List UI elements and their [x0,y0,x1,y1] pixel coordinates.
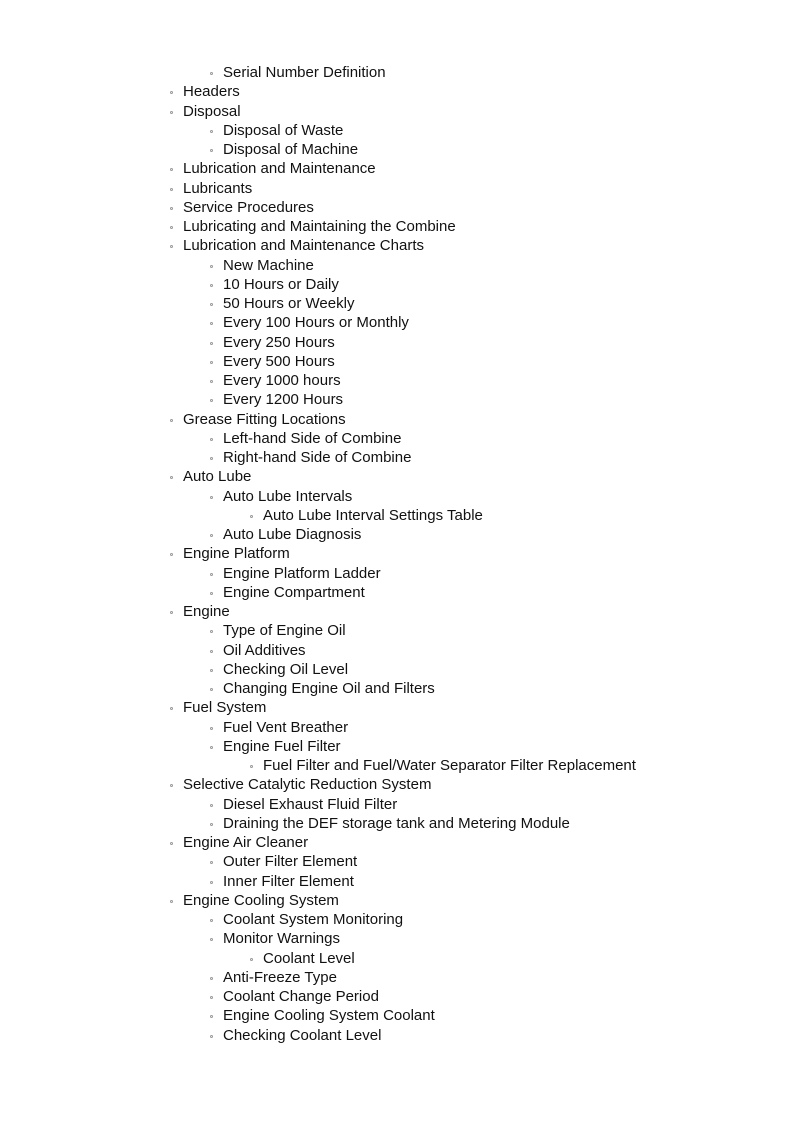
bullet-icon [210,804,213,807]
toc-item-label[interactable]: Engine Cooling System Coolant [223,1007,435,1025]
toc-item-label[interactable]: Engine Air Cleaner [183,834,309,851]
table-of-contents [0,63,794,1045]
toc-item-label[interactable]: Every 500 Hours [223,352,335,370]
toc-item[interactable] [0,506,794,525]
toc-item[interactable] [0,775,794,794]
bullet-icon [210,361,213,364]
bullet-icon [170,476,173,479]
toc-item[interactable] [0,236,794,255]
bullet-icon [210,823,213,826]
toc-item-label[interactable]: Headers [183,83,240,101]
bullet-icon [170,419,173,422]
bullet-icon [210,938,213,941]
bullet-icon [210,630,213,633]
bullet-icon [210,303,213,306]
toc-item[interactable] [0,737,794,756]
toc-item-label[interactable]: Auto Lube Diagnosis [223,526,362,543]
toc-item[interactable] [0,294,794,313]
bullet-icon [170,611,173,614]
toc-item-label[interactable]: Coolant Level [263,949,355,967]
toc-item-label[interactable]: Fuel Filter and Fuel/Water Separator Filter Replacement [263,757,636,774]
bullet-icon [210,130,213,133]
bullet-icon [170,842,173,845]
toc-item[interactable] [0,1006,794,1025]
bullet-icon [210,72,213,75]
toc-item[interactable] [0,390,794,409]
toc-item-label[interactable]: Selective Catalytic Reduction System [183,776,432,794]
toc-item[interactable] [0,929,794,948]
toc-item-label[interactable]: Engine Cooling System [183,891,339,909]
toc-item[interactable] [0,968,794,987]
toc-item-label[interactable]: Right-hand Side of Combine [223,449,412,466]
bullet-icon [210,573,213,576]
bullet-icon [170,111,173,114]
toc-item[interactable] [0,217,794,236]
toc-item[interactable] [0,159,794,178]
toc-item[interactable] [0,987,794,1006]
toc-item-label[interactable]: Coolant Change Period [223,988,379,1005]
bullet-icon [210,380,213,383]
toc-item[interactable] [0,121,794,140]
toc-item-label[interactable]: Fuel System [183,699,267,717]
bullet-icon [210,342,213,345]
toc-item[interactable] [0,467,794,486]
bullet-icon [210,457,213,460]
bullet-icon [170,226,173,229]
toc-item[interactable] [0,487,794,506]
toc-item[interactable] [0,140,794,159]
bullet-icon [170,245,173,248]
bullet-icon [170,784,173,787]
toc-item[interactable] [0,949,794,968]
bullet-icon [210,534,213,537]
toc-item-label[interactable]: New Machine [223,256,314,274]
toc-item-label[interactable]: Disposal of Waste [223,121,344,139]
toc-item-label[interactable]: Disposal of Machine [223,141,359,158]
toc-item[interactable] [0,583,794,602]
toc-item[interactable] [0,352,794,371]
toc-item[interactable] [0,718,794,737]
bullet-icon [170,91,173,94]
toc-item-label[interactable]: Fuel Vent Breather [223,718,349,736]
toc-item-label[interactable]: Oil Additives [223,641,306,659]
toc-item-label[interactable]: Monitor Warnings [223,930,340,948]
toc-item[interactable] [0,814,794,833]
toc-item[interactable] [0,371,794,390]
toc-item-label[interactable]: Lubricants [183,179,253,197]
bullet-icon [170,707,173,710]
toc-item-label[interactable]: Grease Fitting Locations [183,410,346,428]
toc-item-label[interactable]: Every 1200 Hours [223,391,344,409]
toc-item-label[interactable]: Outer Filter Element [223,853,358,871]
bullet-icon [210,996,213,999]
bullet-icon [250,515,253,518]
toc-item-label[interactable]: Every 1000 hours [223,372,341,389]
toc-item-label[interactable]: Checking Oil Level [223,660,349,678]
toc-item[interactable] [0,333,794,352]
toc-item[interactable] [0,756,794,775]
toc-item-label[interactable]: Lubrication and Maintenance Charts [183,237,424,255]
toc-item[interactable] [0,429,794,448]
toc-item-label[interactable]: Draining the DEF storage tank and Metering Module [223,814,570,832]
toc-item-label[interactable]: Lubricating and Maintaining the Combine [183,218,456,235]
toc-item[interactable] [0,198,794,217]
toc-item-label[interactable]: Changing Engine Oil and Filters [223,680,435,697]
toc-item[interactable] [0,833,794,852]
toc-item-label[interactable]: Type of Engine Oil [223,622,346,640]
bullet-icon [210,438,213,441]
toc-item[interactable] [0,1026,794,1045]
toc-item-label[interactable]: Engine Platform [183,545,290,563]
toc-item[interactable] [0,872,794,891]
toc-item-label[interactable]: Engine Fuel Filter [223,737,341,755]
bullet-icon [210,322,213,325]
toc-item[interactable] [0,410,794,429]
bullet-icon [210,650,213,653]
toc-item[interactable] [0,63,794,82]
toc-item-label[interactable]: Engine [183,603,230,620]
bullet-icon [170,553,173,556]
toc-item-label[interactable]: Diesel Exhaust Fluid Filter [223,795,398,813]
bullet-icon [210,746,213,749]
bullet-icon [210,727,213,730]
toc-item-label[interactable]: 10 Hours or Daily [223,275,339,293]
toc-item-label[interactable]: Anti-Freeze Type [223,968,337,986]
toc-item[interactable] [0,525,794,544]
toc-item-label[interactable]: Left-hand Side of Combine [223,429,402,447]
toc-item[interactable] [0,795,794,814]
bullet-icon [170,900,173,903]
toc-item-label[interactable]: Inner Filter Element [223,872,354,890]
toc-item[interactable] [0,641,794,660]
toc-item[interactable] [0,313,794,332]
toc-item[interactable] [0,275,794,294]
toc-item-label[interactable]: Every 250 Hours [223,333,335,351]
toc-item-label[interactable]: Disposal [183,102,241,120]
toc-item[interactable] [0,256,794,275]
toc-item-label[interactable]: Service Procedures [183,198,314,216]
toc-item-label[interactable]: Auto Lube [183,468,252,486]
toc-item[interactable] [0,82,794,101]
bullet-icon [210,1035,213,1038]
toc-item-label[interactable]: 50 Hours or Weekly [223,295,355,312]
toc-item[interactable] [0,679,794,698]
toc-item-label[interactable]: Coolant System Monitoring [223,911,404,928]
toc-item[interactable] [0,891,794,910]
bullet-icon [210,919,213,922]
bullet-icon [210,1015,213,1018]
bullet-icon [210,265,213,268]
toc-item-label[interactable]: Auto Lube Intervals [223,487,353,505]
toc-item[interactable] [0,698,794,717]
toc-item[interactable] [0,602,794,621]
bullet-icon [170,188,173,191]
bullet-icon [210,977,213,980]
bullet-icon [210,399,213,402]
bullet-icon [210,592,213,595]
bullet-icon [210,496,213,499]
toc-item-label[interactable]: Engine Compartment [223,583,365,601]
bullet-icon [250,958,253,961]
toc-item-label[interactable]: Checking Coolant Level [223,1026,382,1044]
toc-item[interactable] [0,852,794,871]
bullet-icon [210,881,213,884]
bullet-icon [210,149,213,152]
toc-item[interactable] [0,544,794,563]
toc-item[interactable] [0,621,794,640]
bullet-icon [170,168,173,171]
toc-item[interactable] [0,448,794,467]
toc-item-label[interactable]: Engine Platform Ladder [223,564,381,582]
toc-item-label[interactable]: Auto Lube Interval Settings Table [263,506,483,524]
bullet-icon [250,765,253,768]
toc-item-label[interactable]: Serial Number Definition [223,64,386,81]
bullet-icon [210,688,213,691]
toc-item-label[interactable]: Every 100 Hours or Monthly [223,314,409,332]
toc-item[interactable] [0,179,794,198]
bullet-icon [210,669,213,672]
bullet-icon [210,861,213,864]
bullet-icon [170,207,173,210]
toc-item[interactable] [0,660,794,679]
toc-item[interactable] [0,910,794,929]
toc-item-label[interactable]: Lubrication and Maintenance [183,160,376,178]
toc-item[interactable] [0,102,794,121]
bullet-icon [210,284,213,287]
toc-item[interactable] [0,564,794,583]
